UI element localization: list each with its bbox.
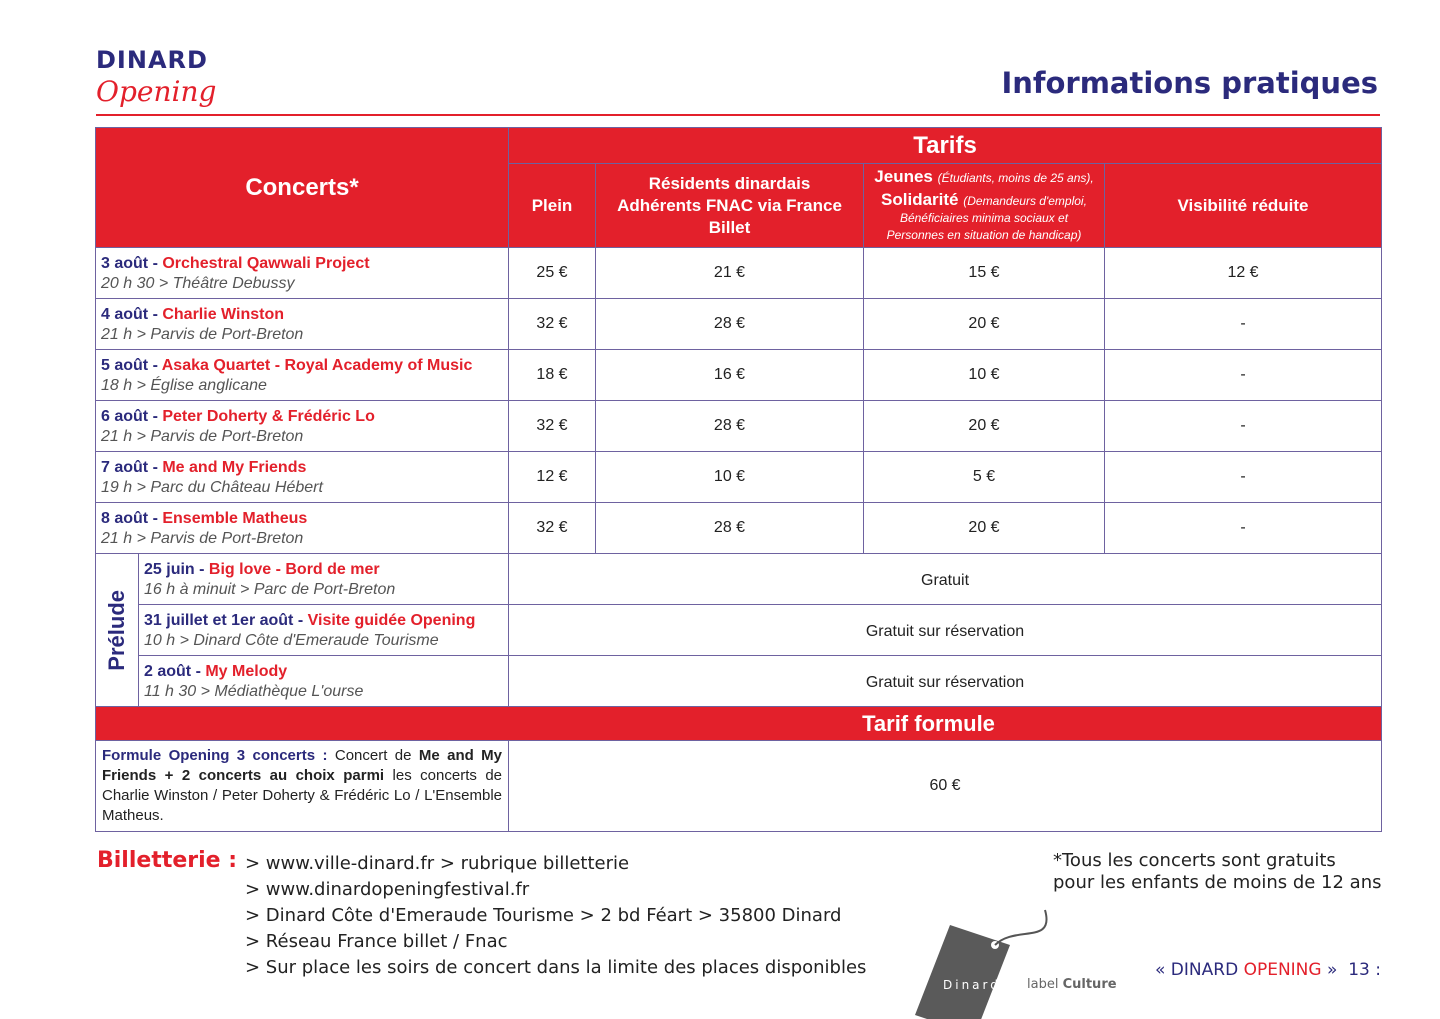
concert-info: [96, 299, 509, 350]
billetterie-item: > Dinard Côte d'Emeraude Tourisme > 2 bd Féart > 35800 Dinard: [245, 905, 842, 926]
separator: -: [148, 255, 163, 272]
concert-name: Big love - Bord de mer: [208, 561, 380, 578]
formule-text-2: les concerts de Charlie Winston / Peter Doherty & Frédéric Lo / L'Ensemble Matheus.: [102, 767, 503, 824]
label-culture-tag: [915, 905, 1115, 1019]
prelude-price: Gratuit sur réservation: [509, 605, 1382, 656]
price-jeunes: 20 €: [864, 401, 1105, 452]
title-divider: [96, 114, 1380, 116]
price-visibilite: -: [1105, 299, 1382, 350]
formule-header-row: [96, 707, 1382, 741]
logo-bottom: Opening: [96, 75, 217, 108]
concert-name: Charlie Winston: [162, 306, 284, 323]
price-residents: 28 €: [596, 299, 864, 350]
concert-title-line: [101, 254, 503, 274]
billetterie-label: Billetterie :: [97, 848, 238, 873]
price-jeunes: 15 €: [864, 248, 1105, 299]
concert-date: 25 juin: [144, 561, 195, 578]
table-row: [96, 554, 1382, 605]
col-jeunes: [864, 164, 1105, 248]
concert-info: [139, 554, 509, 605]
concert-name: Asaka Quartet - Royal Academy of Music: [161, 357, 473, 374]
tag-label: label: [1027, 977, 1059, 992]
tag-label-culture: [1027, 977, 1117, 992]
adherents-label: Adhérents FNAC via France Billet: [617, 195, 842, 237]
concert-info: [96, 401, 509, 452]
billetterie-item: > Sur place les soirs de concert dans la limite des places disponibles: [245, 957, 867, 978]
price-visibilite: -: [1105, 452, 1382, 503]
concert-title-line: [144, 662, 503, 682]
price-visibilite: -: [1105, 350, 1382, 401]
price-visibilite: 12 €: [1105, 248, 1382, 299]
price-jeunes: 10 €: [864, 350, 1105, 401]
separator: -: [148, 306, 163, 323]
pricing-table: [95, 127, 1382, 832]
dinard-opening-logo: [96, 46, 246, 116]
concert-info: [96, 350, 509, 401]
separator: -: [148, 459, 163, 476]
concert-date: 2 août: [144, 663, 192, 680]
concert-title-line: [101, 305, 503, 325]
formule-row: [96, 741, 1382, 832]
price-jeunes: 20 €: [864, 503, 1105, 554]
jeunes-note: (Étudiants, moins de 25 ans),: [937, 170, 1094, 185]
concert-title-line: [144, 611, 503, 631]
separator: -: [293, 612, 308, 629]
concert-time-venue: 16 h à minuit > Parc de Port-Breton: [144, 581, 396, 598]
concert-info: [96, 452, 509, 503]
prelude-price: Gratuit: [509, 554, 1382, 605]
concert-name: Orchestral Qawwali Project: [162, 255, 370, 272]
concert-date: 31 juillet et 1er août: [144, 612, 294, 629]
table-row: [96, 503, 1382, 554]
concert-date: 3 août: [101, 255, 149, 272]
separator: -: [148, 510, 163, 527]
concert-date: 4 août: [101, 306, 149, 323]
formule-bold: Me and My Friends + 2 concerts au choix parmi: [102, 747, 503, 784]
concert-title-line: [101, 407, 503, 427]
separator: -: [194, 561, 209, 578]
col-visibilite: Visibilité réduite: [1105, 164, 1382, 248]
footer-close: »: [1326, 960, 1338, 980]
formule-title: Formule Opening 3 concerts :: [102, 747, 328, 764]
concert-title-line: [101, 356, 503, 376]
col-residents: [596, 164, 864, 248]
concert-time-venue: 11 h 30 > Médiathèque L'ourse: [144, 683, 364, 700]
price-residents: 10 €: [596, 452, 864, 503]
tag-icon: [915, 905, 1115, 1019]
concert-time-venue: 21 h > Parvis de Port-Breton: [101, 530, 304, 547]
prelude-label: Prélude: [104, 589, 129, 671]
price-plein: 25 €: [509, 248, 596, 299]
price-plein: 12 €: [509, 452, 596, 503]
footer-dinard: « DINARD: [1155, 960, 1239, 980]
concert-name: Me and My Friends: [162, 459, 307, 476]
tag-culture: Culture: [1062, 977, 1117, 992]
prelude-price: Gratuit sur réservation: [509, 656, 1382, 707]
separator: -: [148, 357, 162, 374]
table-row: [96, 299, 1382, 350]
price-residents: 28 €: [596, 503, 864, 554]
billetterie-list: [245, 851, 866, 981]
concert-date: 6 août: [101, 408, 149, 425]
table-row: [96, 605, 1382, 656]
concert-info: [96, 503, 509, 554]
note-line-2: pour les enfants de moins de 12 ans: [1053, 872, 1382, 893]
price-residents: 21 €: [596, 248, 864, 299]
children-note: [1053, 850, 1382, 894]
concert-title-line: [144, 560, 503, 580]
table-row: [96, 401, 1382, 452]
price-residents: 16 €: [596, 350, 864, 401]
formule-description: [96, 741, 509, 832]
concert-time-venue: 20 h 30 > Théâtre Debussy: [101, 275, 295, 292]
concert-name: Peter Doherty & Frédéric Lo: [162, 408, 375, 425]
jeunes-label: Jeunes: [874, 166, 933, 186]
footer-opening: OPENING: [1243, 960, 1322, 980]
tag-dinard: Dinard: [943, 978, 1001, 992]
billetterie-item: > www.dinardopeningfestival.fr: [245, 879, 530, 900]
formule-header: Tarif formule: [96, 707, 1382, 741]
solidarite-label: Solidarité: [881, 189, 959, 209]
concert-date: 5 août: [101, 357, 149, 374]
logo-top: DINARD: [96, 46, 208, 74]
solidarite-note-2: Bénéficiaires minima sociaux et: [899, 210, 1069, 225]
concert-date: 8 août: [101, 510, 149, 527]
prelude-section: [96, 554, 139, 707]
concert-name: My Melody: [205, 663, 288, 680]
concert-time-venue: 21 h > Parvis de Port-Breton: [101, 326, 304, 343]
price-jeunes: 5 €: [864, 452, 1105, 503]
price-visibilite: -: [1105, 503, 1382, 554]
concert-info: [139, 656, 509, 707]
residents-label: Résidents dinardais: [648, 173, 811, 193]
formule-price: 60 €: [509, 741, 1382, 832]
concert-time-venue: 21 h > Parvis de Port-Breton: [101, 428, 304, 445]
price-jeunes: 20 €: [864, 299, 1105, 350]
solidarite-note: (Demandeurs d'emploi,: [963, 193, 1087, 208]
note-line-1: *Tous les concerts sont gratuits: [1053, 850, 1336, 871]
page-title: Informations pratiques: [1001, 66, 1378, 100]
concert-date: 7 août: [101, 459, 149, 476]
separator: -: [191, 663, 206, 680]
price-plein: 32 €: [509, 503, 596, 554]
concert-info: [96, 248, 509, 299]
concert-time-venue: 19 h > Parc du Château Hébert: [101, 479, 323, 496]
concert-time-venue: 10 h > Dinard Côte d'Emeraude Tourisme: [144, 632, 439, 649]
separator: -: [148, 408, 163, 425]
col-plein: Plein: [509, 164, 596, 248]
table-row: [96, 656, 1382, 707]
page-footer: [1155, 960, 1381, 980]
concerts-header: Concerts*: [96, 128, 509, 248]
table-row: [96, 350, 1382, 401]
tarifs-header: Tarifs: [509, 128, 1382, 164]
table-row: [96, 248, 1382, 299]
price-plein: 32 €: [509, 299, 596, 350]
price-plein: 18 €: [509, 350, 596, 401]
concert-time-venue: 18 h > Église anglicane: [101, 377, 267, 394]
price-visibilite: -: [1105, 401, 1382, 452]
concert-name: Visite guidée Opening: [307, 612, 476, 629]
price-residents: 28 €: [596, 401, 864, 452]
concert-info: [139, 605, 509, 656]
page-number: 13 :: [1348, 960, 1381, 980]
solidarite-note-3: Personnes en situation de handicap): [886, 227, 1082, 242]
price-plein: 32 €: [509, 401, 596, 452]
formule-text-1: Concert de: [334, 747, 412, 764]
billetterie-item: > www.ville-dinard.fr > rubrique billetterie: [245, 853, 630, 874]
concert-title-line: [101, 458, 503, 478]
billetterie-item: > Réseau France billet / Fnac: [245, 931, 508, 952]
concert-title-line: [101, 509, 503, 529]
table-row: [96, 452, 1382, 503]
concert-name: Ensemble Matheus: [162, 510, 308, 527]
